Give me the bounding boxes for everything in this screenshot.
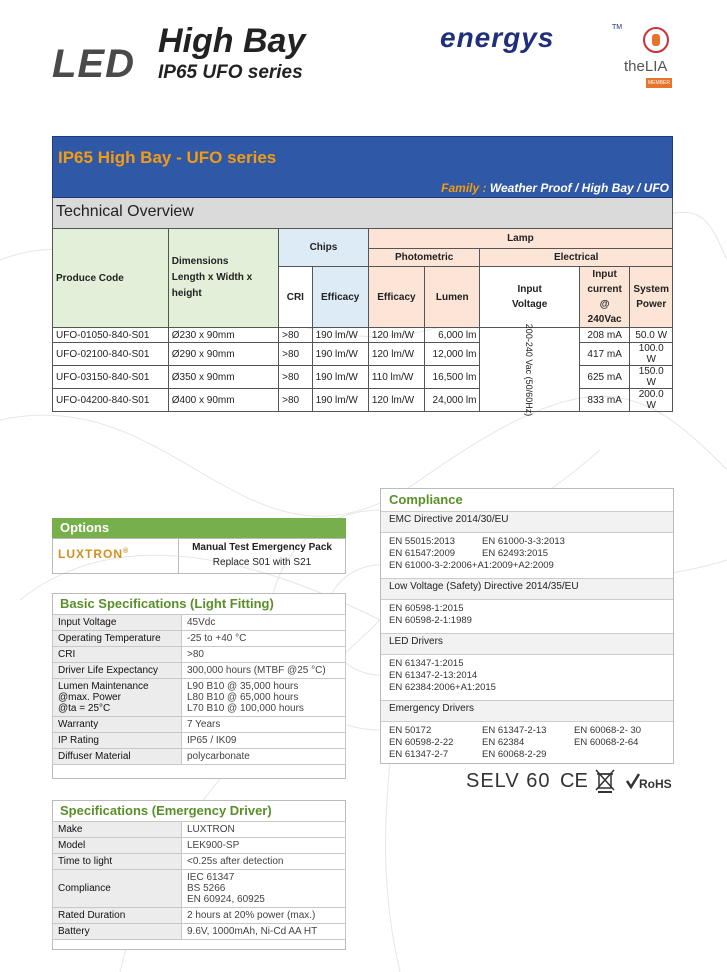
em-std: EN 60068-2-29 [482,749,547,760]
cell-power: 200.0 W [630,389,673,412]
cell-efficacy: 110 lm/W [368,366,424,389]
emc-std: EN 61000-3-2:2006+A1:2009+A2:2009 [389,560,554,571]
spec-row [53,733,346,749]
header-input-voltage-2: Voltage [511,299,548,310]
cell-dimensions: Ø350 x 90mm [168,366,278,389]
cell-efficacy: 120 lm/W [368,389,424,412]
technical-table [52,228,673,416]
trademark-mark: TM [612,24,623,31]
weee-bin-icon [594,768,616,794]
lv-std: EN 60598-1:2015 [389,603,464,614]
spec-key: CRI [53,647,182,663]
spec-value: polycarbonate [182,749,346,765]
spec-row [53,679,346,717]
header-input-current-3: @ 240Vac [587,299,622,325]
spec-key: Battery [53,924,182,940]
lia-member-tag: MEMBER [646,78,672,88]
spec-value: 300,000 hours (MTBF @25 °C) [182,663,346,679]
spec-row [53,838,346,854]
cell-code: UFO-03150-840-S01 [53,366,169,389]
cell-efficacy: 120 lm/W [368,343,424,366]
header-input-voltage [480,267,579,328]
spec-row [53,749,346,765]
header-input-current-1: Input [592,269,617,280]
spec-value: L90 B10 @ 35,000 hours L80 B10 @ 65,000 hours L70 B10 @ 100,000 hours [182,679,346,717]
compliance-title: Compliance [389,492,463,507]
technical-overview-title: Technical Overview [56,203,194,220]
spec-row [53,924,346,940]
header-dimensions [168,229,278,328]
spec-row [53,870,346,908]
lia-badge-icon [643,27,669,53]
spec-value: 2 hours at 20% power (max.) [182,908,346,924]
spec-key: Input Voltage [53,615,182,631]
spec-value: 9.6V, 1000mAh, Ni-Cd AA HT [182,924,346,940]
emc-std: EN 55015:2013 [389,536,456,547]
header-input-current-2: current [587,284,622,295]
em-std: EN 61347-2-13 [482,725,547,736]
luxtron-logo [58,547,129,561]
spec-row [53,908,346,924]
cell-power: 50.0 W [630,328,673,343]
header-photometric: Photometric [368,249,480,267]
emergency-specs-title: Specifications (Emergency Driver) [60,803,272,818]
emergency-title: Emergency Drivers [389,703,475,714]
cell-current: 417 mA [579,343,630,366]
cell-code: UFO-04200-840-S01 [53,389,169,412]
cell-chip-efficacy: 190 lm/W [312,343,368,366]
family-label: Family : [441,181,487,195]
emergency-specs-table [52,821,346,940]
header-input-current [579,267,630,328]
family-line [441,181,669,195]
cell-chip-efficacy: 190 lm/W [312,328,368,343]
spec-key: Driver Life Expectancy [53,663,182,679]
ce-mark: CE [560,770,588,792]
table-row [53,343,673,366]
cell-current: 625 mA [579,366,630,389]
spec-key: Warranty [53,717,182,733]
em-std: EN 60068-2-64 [574,737,639,748]
rohs-check-icon [626,772,640,790]
spec-row [53,854,346,870]
header-dimensions-1: Dimensions [171,256,229,267]
cell-dimensions: Ø400 x 90mm [168,389,278,412]
spec-value: IP65 / IK09 [182,733,346,749]
spec-key: Make [53,822,182,838]
cell-lumen: 24,000 lm [425,389,480,412]
header-lamp: Lamp [368,229,672,249]
spec-key: Compliance [53,870,182,908]
emc-std: EN 62493:2015 [482,548,549,559]
spec-key: IP Rating [53,733,182,749]
cell-current: 833 mA [579,389,630,412]
emc-std: EN 61547:2009 [389,548,456,559]
spec-key: Diffuser Material [53,749,182,765]
product-subtitle: IP65 UFO series [158,62,303,83]
spec-row [53,717,346,733]
cell-chip-efficacy: 190 lm/W [312,389,368,412]
spec-row [53,647,346,663]
em-std: EN 61347-2-7 [389,749,449,760]
family-value: Weather Proof / High Bay / UFO [489,181,669,195]
overview-title: IP65 High Bay - UFO series [58,148,277,167]
basic-specs-title: Basic Specifications (Light Fitting) [60,596,274,611]
led-std: EN 62384:2006+A1:2015 [389,682,496,693]
spec-value: 45Vdc [182,615,346,631]
cell-cri: >80 [279,389,312,412]
header-code: Produce Code [53,229,169,328]
cell-cri: >80 [279,328,312,343]
cell-code: UFO-02100-840-S01 [53,343,169,366]
cell-chip-efficacy: 190 lm/W [312,366,368,389]
header-cri: CRI [279,267,312,328]
spec-value: LEK900-SP [182,838,346,854]
rohs-mark: RoHS [639,777,672,791]
cell-power: 100.0 W [630,343,673,366]
spec-key: Model [53,838,182,854]
cell-cri: >80 [279,343,312,366]
options-header: Options [52,518,346,538]
spec-row [53,615,346,631]
registered-mark: ® [123,548,130,555]
spec-value: LUXTRON [182,822,346,838]
cell-lumen: 6,000 lm [425,328,480,343]
luxtron-brand: LUXTRON [58,547,123,561]
led-title: LED Drivers [389,636,443,647]
header-system-power-1: System [633,284,669,295]
header-efficacy: Efficacy [368,267,424,328]
option-line-2: Replace S01 with S21 [212,557,312,568]
option-line-1: Manual Test Emergency Pack [192,542,332,553]
em-std: EN 60598-2-22 [389,737,454,748]
header-dimensions-2: Length x Width x height [171,272,253,299]
table-row [53,328,673,343]
spec-row [53,631,346,647]
energys-logo: energys [440,22,555,53]
table-row [53,389,673,412]
header-input-voltage-1: Input [517,284,542,295]
header-system-power-2: Power [636,299,667,310]
cell-efficacy: 120 lm/W [368,328,424,343]
em-std: EN 60068-2- 30 [574,725,642,736]
em-std: EN 62384 [482,737,525,748]
spec-value: >80 [182,647,346,663]
spec-value: IEC 61347 BS 5266 EN 60924, 60925 [182,870,346,908]
emc-std: EN 61000-3-3:2013 [482,536,565,547]
spec-row [53,663,346,679]
selv-mark: SELV 60 [466,770,551,792]
spec-key: Operating Temperature [53,631,182,647]
cell-power: 150.0 W [630,366,673,389]
spec-row [53,822,346,838]
spec-key: Rated Duration [53,908,182,924]
spec-key: Time to light [53,854,182,870]
lia-logo-text: theLIA [624,58,668,75]
header-lumen: Lumen [425,267,480,328]
emc-title: EMC Directive 2014/30/EU [389,514,509,525]
cell-input-voltage [480,323,579,416]
header-chip-efficacy: Efficacy [312,267,368,328]
cell-dimensions: Ø230 x 90mm [168,328,278,343]
spec-key: Lumen Maintenance @max. Power @ta = 25°C [53,679,182,717]
table-row [53,366,673,389]
lv-std: EN 60598-2-1:1989 [389,615,472,626]
spec-value: -25 to +40 °C [182,631,346,647]
spec-value: 7 Years [182,717,346,733]
cell-lumen: 12,000 lm [425,343,480,366]
header-system-power [630,267,673,328]
voltage-text: 200-240 Vac (50/60Hz) [524,323,535,416]
cell-code: UFO-01050-840-S01 [53,328,169,343]
lv-title: Low Voltage (Safety) Directive 2014/35/EU [389,581,579,592]
cell-cri: >80 [279,366,312,389]
cell-current: 208 mA [579,328,630,343]
cell-lumen: 16,500 lm [425,366,480,389]
em-std: EN 50172 [389,725,432,736]
led-std: EN 61347-1:2015 [389,658,464,669]
cell-dimensions: Ø290 x 90mm [168,343,278,366]
header-chips: Chips [279,229,369,267]
header-electrical: Electrical [480,249,673,267]
led-std: EN 61347-2-13:2014 [389,670,478,681]
spec-value: <0.25s after detection [182,854,346,870]
basic-specs-table [52,614,346,765]
product-title: High Bay [158,22,306,60]
led-title: LED [52,42,135,86]
